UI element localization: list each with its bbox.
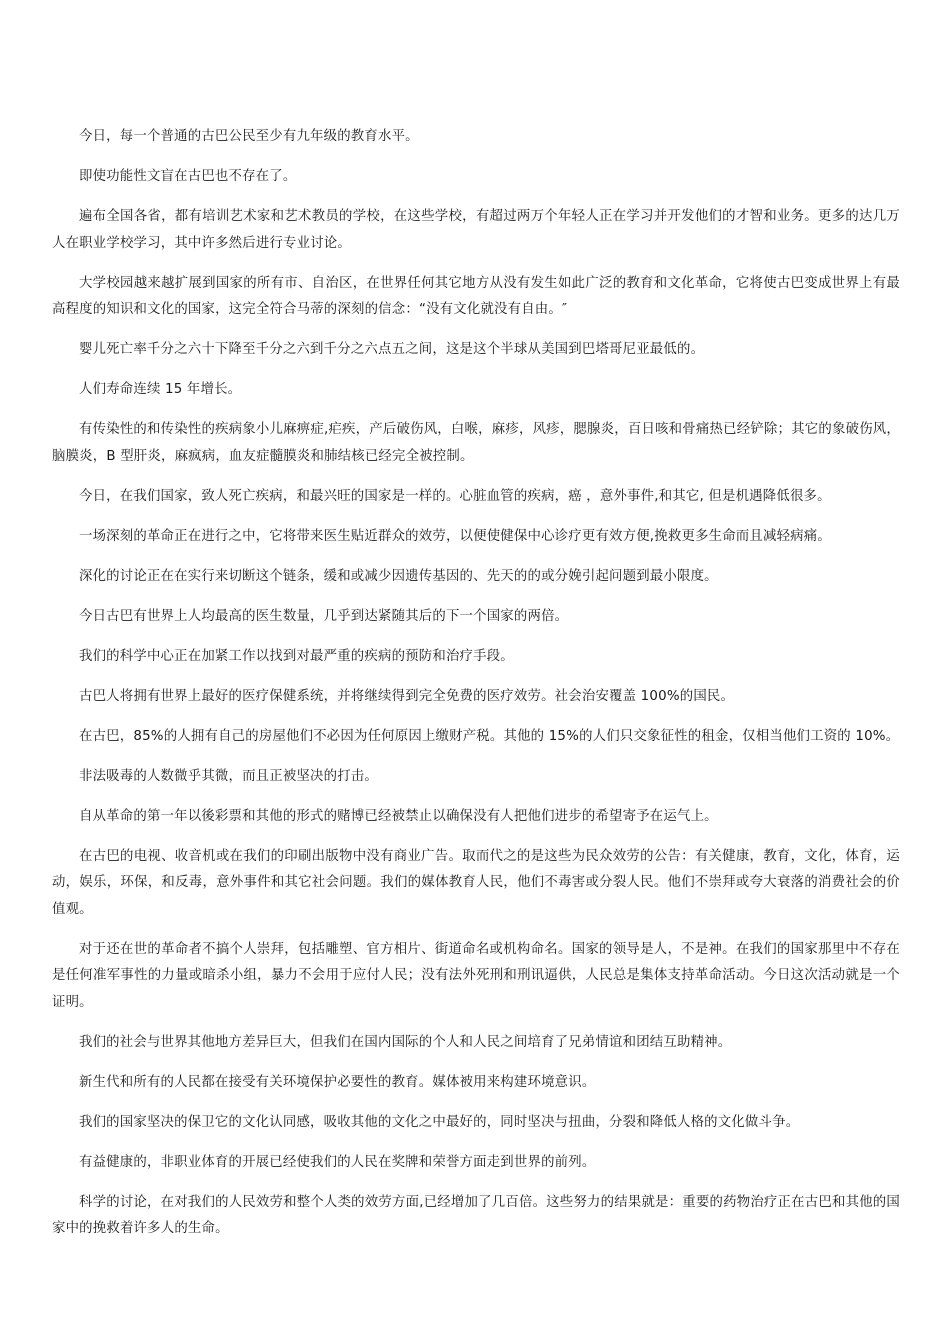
paragraph: 深化的讨论正在在实行来切断这个链条，缓和或减少因遗传基因的、先天的的或分娩引起问题到最小限度。 [79,568,718,584]
paragraph: 遍布全国各省，都有培训艺术家和艺术教员的学校，在这些学校，有超过两万个年轻人正在学习并开发他们的才智和业务。更多的达几万人在职业学校学习，其中许多然后进行专业讨论。 [52,209,900,251]
paragraph: 有传染性的和传染性的疾病象小儿麻痹症,疟疾，产后破伤风，白喉，麻疹，风疹，腮腺炎，百日咳和骨痛热已经铲除；其它的象破伤风，脑膜炎，B 型肝炎，麻疯病，血友症髓膜炎和肺结核已经完全被控制。 [52,422,900,464]
paragraph: 婴儿死亡率千分之六十下降至千分之六到千分之六点五之间，这是这个半球从美国到巴塔哥尼亚最低的。 [79,342,705,357]
paragraph: 我们的国家坚决的保卫它的文化认同感，吸收其他的文化之中最好的，同时坚决与扭曲，分裂和降低人格的文化做斗争。 [79,1114,800,1130]
paragraph: 在古巴的电视、收音机或在我们的印刷出版物中没有商业广告。取而代之的是这些为民众效劳的公告：有关健康，教育，文化，体育，运动，娱乐，环保，和反毒，意外事件和其它社会问题。我们的媒体教育人民，他们不毒害或分裂人民。他们不崇拜或夸大衰落的消费社会的价值观。 [52,848,900,917]
paragraph: 人们寿命连续 15 年增长。 [79,382,242,397]
paragraph: 一场深刻的革命正在进行之中，它将带来医生贴近群众的效劳，以便使健保中心诊疗更有效方便,挽救更多生命而且减轻病痛。 [79,528,831,544]
paragraph: 今日，每一个普通的古巴公民至少有九年级的教育水平。 [79,129,419,144]
paragraph: 古巴人将拥有世界上最好的医疗保健系统，并将继续得到完全免费的医疗效劳。社会治安覆盖 100%的国民。 [79,688,735,704]
paragraph: 今日，在我们国家，致人死亡疾病，和最兴旺的国家是一样的。心脏血管的疾病，癌 ，意外事件,和其它, 但是机遇降低很多。 [79,488,831,504]
paragraph: 科学的讨论，在对我们的人民效劳和整个人类的效劳方面,已经增加了几百倍。这些努力的结果就是：重要的药物治疗正在古巴和其他的国家中的挽救着许多人的生命。 [52,1194,900,1236]
paragraph: 我们的科学中心正在加紧工作以找到对最严重的疾病的预防和治疗手段。 [79,648,514,664]
paragraph: 今日古巴有世界上人均最高的医生数量，几乎到达紧随其后的下一个国家的两倍。 [79,608,569,624]
paragraph: 非法吸毒的人数微乎其微，而且正被坚决的打击。 [79,768,378,784]
document-body [52,124,900,1256]
paragraph: 即使功能性文盲在古巴也不存在了。 [79,169,297,184]
paragraph: 在古巴，85%的人拥有自己的房屋他们不必因为任何原因上缴财产税。其他的 15%的人们只交象征性的租金，仅相当他们工资的 10%。 [79,728,900,744]
paragraph: 新生代和所有的人民都在接受有关环境保护必要性的教育。媒体被用来构建环境意识。 [79,1074,596,1090]
paragraph: 自从革命的第一年以後彩票和其他的形式的赌博已经被禁止以确保没有人把他们进步的希望寄予在运气上。 [79,808,718,824]
paragraph: 大学校园越来越扩展到国家的所有市、自治区，在世界任何其它地方从没有发生如此广泛的教育和文化革命，它将使古巴变成世界上有最高程度的知识和文化的国家，这完全符合马蒂的深刻的信念：“没有文化就没有自由。″ [52,275,900,317]
paragraph: 对于还在世的革命者不搞个人崇拜，包括雕塑、官方相片、街道命名或机构命名。国家的领导是人，不是神。在我们的国家那里中不存在是任何准军事性的力量或暗杀小组，暴力不会用于应付人民；没有法外死刑和刑讯逼供，人民总是集体支持革命活动。今日这次活动就是一个证明。 [52,941,900,1010]
paragraph: 有益健康的，非职业体育的开展已经使我们的人民在奖牌和荣誉方面走到世界的前列。 [79,1154,596,1170]
paragraph: 我们的社会与世界其他地方差异巨大，但我们在国内国际的个人和人民之间培育了兄弟情谊和团结互助精神。 [79,1034,732,1050]
